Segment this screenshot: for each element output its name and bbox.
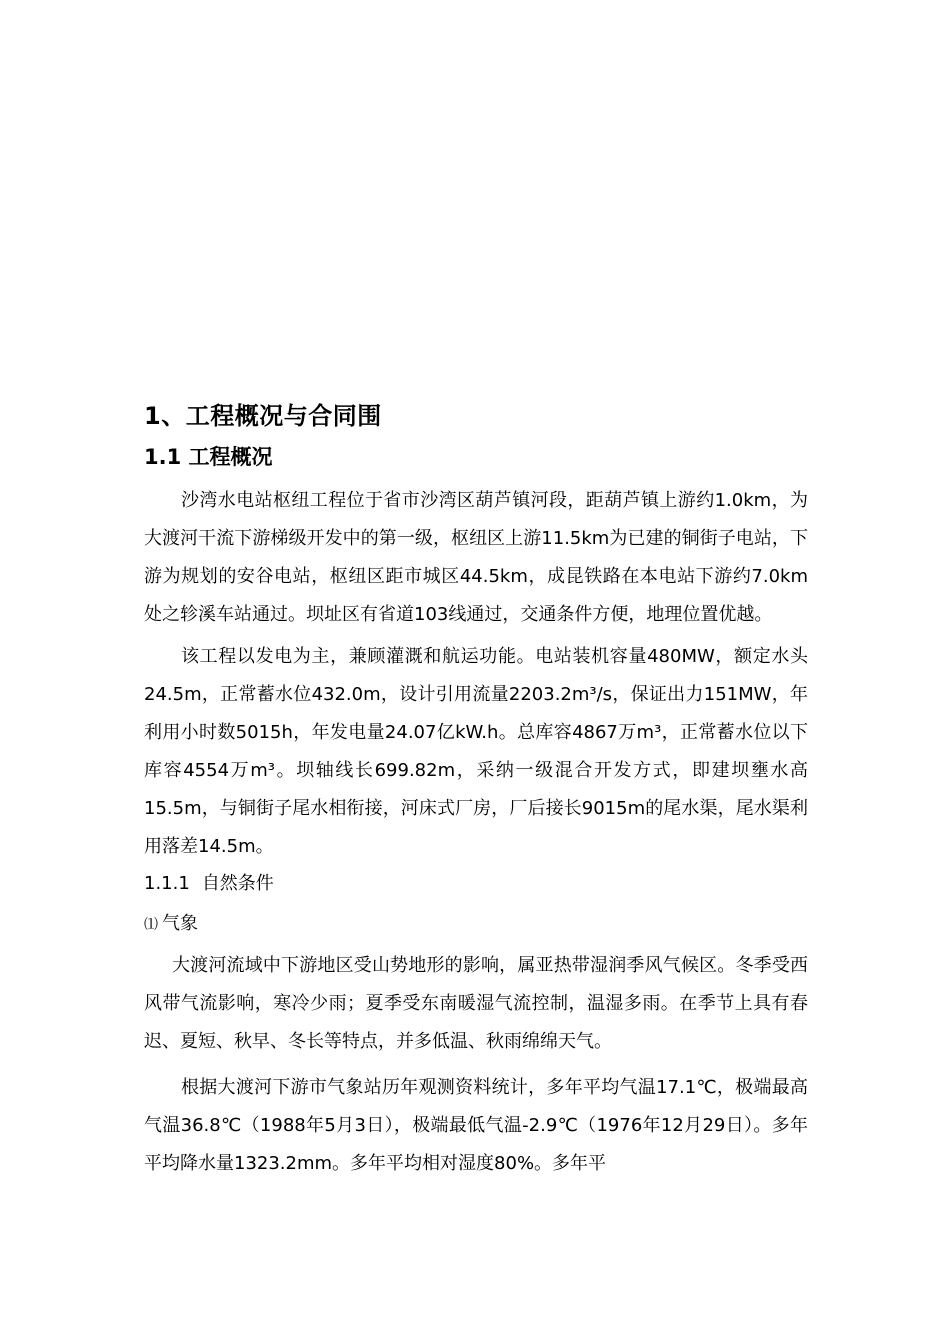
paragraph-statistics: 根据大渡河下游市气象站历年观测资料统计，多年平均气温17.1℃，极端最高气温36.8℃（1988年5月3日），极端最低气温-2.9℃（1976年12月29日）。多年平均降水量1323.2mm。多年平均相对湿度80%。多年平 xyxy=(144,1077,808,1174)
subsubsection-number: 1.1.1 xyxy=(144,873,190,894)
subsubsection-heading xyxy=(144,866,808,902)
document-page xyxy=(144,396,808,1183)
item-title: 气象 xyxy=(162,913,198,934)
paragraph-location: 沙湾水电站枢纽工程位于省市沙湾区葫芦镇河段，距葫芦镇上游约1.0km，为大渡河干流下游梯级开发中的第一级，枢纽区上游11.5km为已建的铜街子电站，下游为规划的安谷电站，枢纽区距市城区44.5km，成昆铁路在本电站下游约7.0km处之轸溪车站通过。坝址区有省道103线通过，交通条件方便，地理位置优越。 xyxy=(144,490,808,625)
subsubsection-title: 自然条件 xyxy=(201,873,274,894)
paragraph-climate: 大渡河流域中下游地区受山势地形的影响，属亚热带湿润季风气候区。冬季受西风带气流影响，寒冷少雨；夏季受东南暖湿气流控制，温湿多雨。在季节上具有春迟、夏短、秋早、冬长等特点，并多低温、秋雨绵绵天气。 xyxy=(144,955,808,1052)
section-heading: 1、工程概况与合同围 xyxy=(144,402,382,430)
item-heading xyxy=(144,902,808,947)
paragraph-parameters: 该工程以发电为主，兼顾灌溉和航运功能。电站装机容量480MW，额定水头24.5m，正常蓄水位432.0m，设计引用流量2203.2m³/s，保证出力151MW，年利用小时数5015h，年发电量24.07亿kW.h。总库容4867万m³，正常蓄水位以下库容4554万m³。坝轴线长699.82m，采纳一级混合开发方式，即建坝壅水高15.5m，与铜街子尾水相衔接，河床式厂房，厂后接长9015m的尾水渠，尾水渠利用落差14.5m。 xyxy=(144,646,808,857)
subsection-heading: 1.1 工程概况 xyxy=(144,445,273,469)
item-marker: ⑴ xyxy=(144,917,158,933)
